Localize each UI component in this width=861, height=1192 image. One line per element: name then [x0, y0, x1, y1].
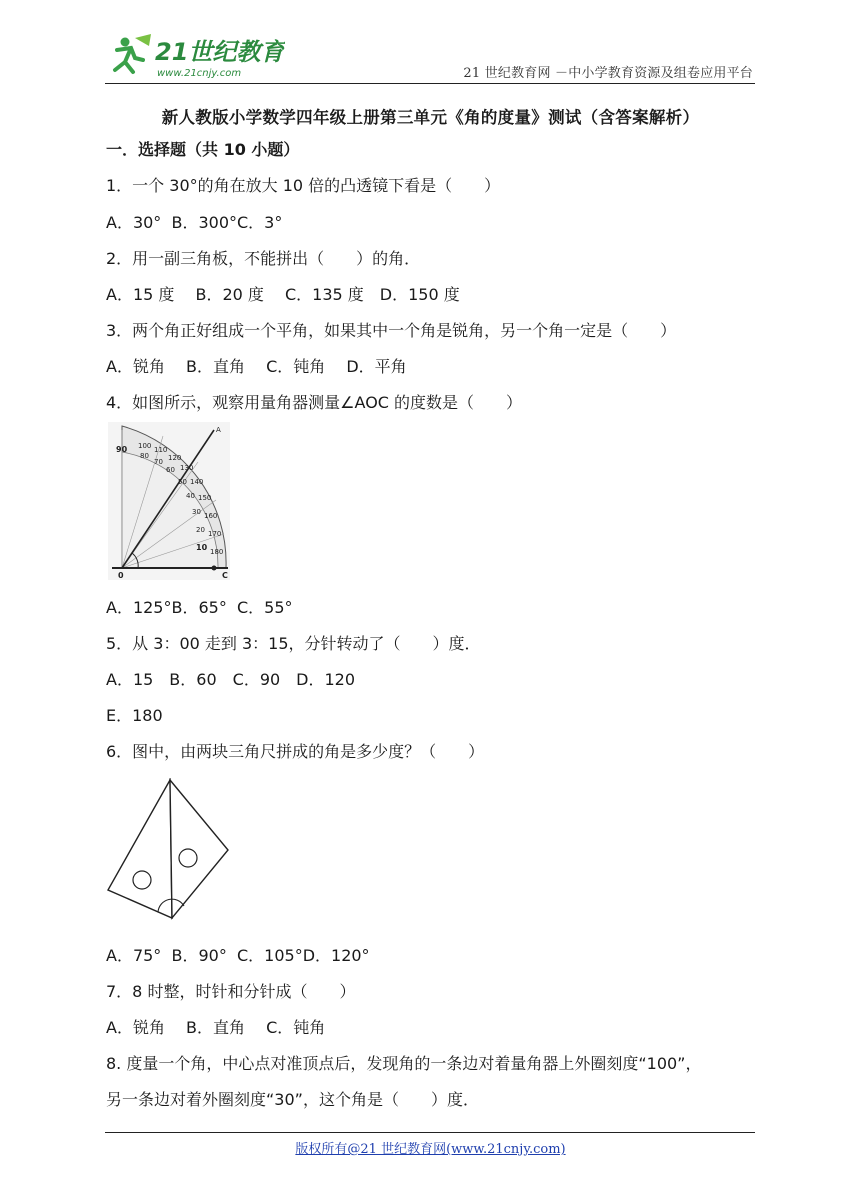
question-7-options: A．锐角 B．直角 C．钝角 [106, 1018, 326, 1037]
question-2: 2．用一副三角板，不能拼出（ ）的角． [106, 249, 421, 268]
protractor-figure [108, 422, 230, 580]
runner-icon [115, 34, 151, 72]
outer-scale-label: 160 [204, 512, 218, 520]
outer-scale-label: 100 [138, 442, 152, 450]
inner-scale-label: 90 [116, 445, 128, 454]
logo-url: www.21cnjy.com [157, 68, 242, 79]
footer-copyright-link[interactable]: 版权所有@21 世纪教育网(www.21cnjy.com) [295, 1142, 566, 1157]
point-label-o: 0 [118, 571, 124, 580]
question-5-option-e: E．180 [106, 706, 163, 725]
inner-scale-label: 20 [196, 526, 205, 534]
outer-scale-label: 110 [154, 446, 168, 454]
point-label-a: A [216, 426, 221, 434]
footer-divider [105, 1132, 755, 1133]
point-label-c: C [222, 571, 228, 580]
question-3-options: A．锐角 B．直角 C．钝角 D．平角 [106, 357, 407, 376]
question-7: 7．8 时整，时针和分针成（ ） [106, 982, 356, 1001]
outer-scale-label: 130 [180, 464, 194, 472]
page-title: 新人教版小学数学四年级上册第三单元《角的度量》测试（含答案解析） [161, 108, 700, 127]
set-squares-figure [106, 778, 232, 922]
inner-scale-label: 30 [192, 508, 201, 516]
question-2-options: A．15 度 B．20 度 C．135 度 D．150 度 [106, 285, 460, 304]
question-1-options: A．30° B．300°C．3° [106, 213, 283, 232]
question-1: 1．一个 30°的角在放大 10 倍的凸透镜下看是（ ） [106, 176, 501, 195]
inner-scale-label: 50 [178, 478, 187, 486]
inner-scale-label: 70 [154, 458, 163, 466]
site-logo [105, 30, 285, 82]
inner-scale-label: 80 [140, 452, 149, 460]
logo-text: 21世纪教育 [155, 38, 285, 66]
outer-scale-label: 150 [198, 494, 212, 502]
question-6-options: A．75° B．90° C．105°D．120° [106, 946, 370, 965]
question-5: 5．从 3：00 走到 3：15，分针转动了（ ）度． [106, 634, 481, 653]
question-4-options: A．125°B．65° C．55° [106, 598, 293, 617]
header-site-name: 21 世纪教育网 －中小学教育资源及组卷应用平台 [463, 66, 753, 81]
question-3: 3．两个角正好组成一个平角，如果其中一个角是锐角，另一个角一定是（ ） [106, 321, 677, 340]
outer-scale-label: 120 [168, 454, 182, 462]
outer-scale-label: 180 [210, 548, 224, 556]
outer-scale-label: 140 [190, 478, 204, 486]
question-4: 4．如图所示，观察用量角器测量∠AOC 的度数是（ ） [106, 393, 523, 412]
inner-scale-label: 10 [196, 543, 208, 552]
inner-scale-label: 40 [186, 492, 195, 500]
question-8-line-2: 另一条边对着外圈刻度“30”，这个角是（ ）度． [106, 1090, 479, 1109]
question-8-line-1: 8. 度量一个角，中心点对准顶点后，发现角的一条边对着量角器上外圈刻度“100”， [106, 1054, 702, 1073]
inner-scale-label: 60 [166, 466, 175, 474]
section-heading: 一．选择题（共 10 小题） [106, 140, 300, 159]
question-5-options: A．15 B．60 C．90 D．120 [106, 670, 356, 689]
question-6: 6．图中，由两块三角尺拼成的角是多少度？（ ） [106, 742, 485, 761]
header-divider [105, 83, 755, 84]
outer-scale-label: 170 [208, 530, 222, 538]
